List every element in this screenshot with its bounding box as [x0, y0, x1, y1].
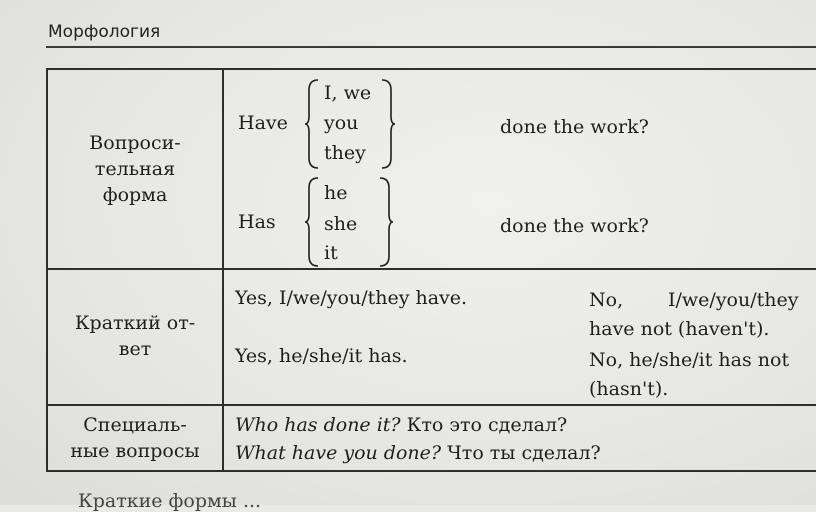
no-answer: No, he/she/it has not — [589, 349, 790, 371]
question-form-label — [48, 130, 222, 208]
label-line: тельная — [94, 158, 176, 180]
label-line: форма — [102, 184, 168, 206]
verb-has: Has — [238, 211, 276, 233]
left-brace — [304, 78, 320, 170]
no-answer: have not (haven't). — [589, 318, 770, 340]
pronoun: I, we — [324, 82, 372, 104]
label-line: вет — [118, 338, 152, 360]
question-english: Who has done it? — [235, 414, 401, 436]
label-line: ные вопросы — [70, 440, 200, 462]
label-line: Вопроси- — [89, 132, 181, 154]
row-divider — [48, 404, 816, 406]
short-answer-label — [48, 310, 222, 362]
pronoun: you — [324, 112, 359, 134]
label-line: Краткий от- — [74, 312, 196, 334]
header-rule — [46, 46, 816, 48]
yes-answer: Yes, he/she/it has. — [235, 345, 408, 367]
verb-have: Have — [238, 112, 288, 134]
column-divider — [222, 70, 224, 470]
no-answer: No, — [589, 289, 624, 311]
row-divider — [48, 268, 816, 270]
pronoun: she — [324, 213, 358, 235]
special-question — [235, 444, 601, 463]
right-brace — [378, 176, 394, 268]
pronoun: he — [324, 182, 348, 204]
special-question — [235, 416, 567, 435]
no-answer: (hasn't). — [589, 378, 669, 400]
pronoun: they — [324, 142, 366, 164]
question-russian: Что ты сделал? — [441, 442, 601, 464]
done-the-work: done the work? — [500, 116, 649, 138]
special-questions-label — [48, 412, 222, 464]
no-answer: I/we/you/they — [668, 289, 799, 311]
done-the-work: done the work? — [500, 215, 649, 237]
right-brace — [380, 78, 396, 170]
footer-text-fragment: Краткие формы ... — [78, 490, 262, 512]
question-russian: Кто это сделал? — [400, 414, 568, 436]
question-english: What have you done? — [235, 442, 442, 464]
left-brace — [304, 176, 320, 268]
pronoun: it — [324, 242, 338, 264]
section-header: Морфология — [48, 22, 161, 42]
label-line: Специаль- — [83, 414, 187, 436]
yes-answer: Yes, I/we/you/they have. — [235, 287, 468, 309]
grammar-table — [46, 68, 816, 472]
